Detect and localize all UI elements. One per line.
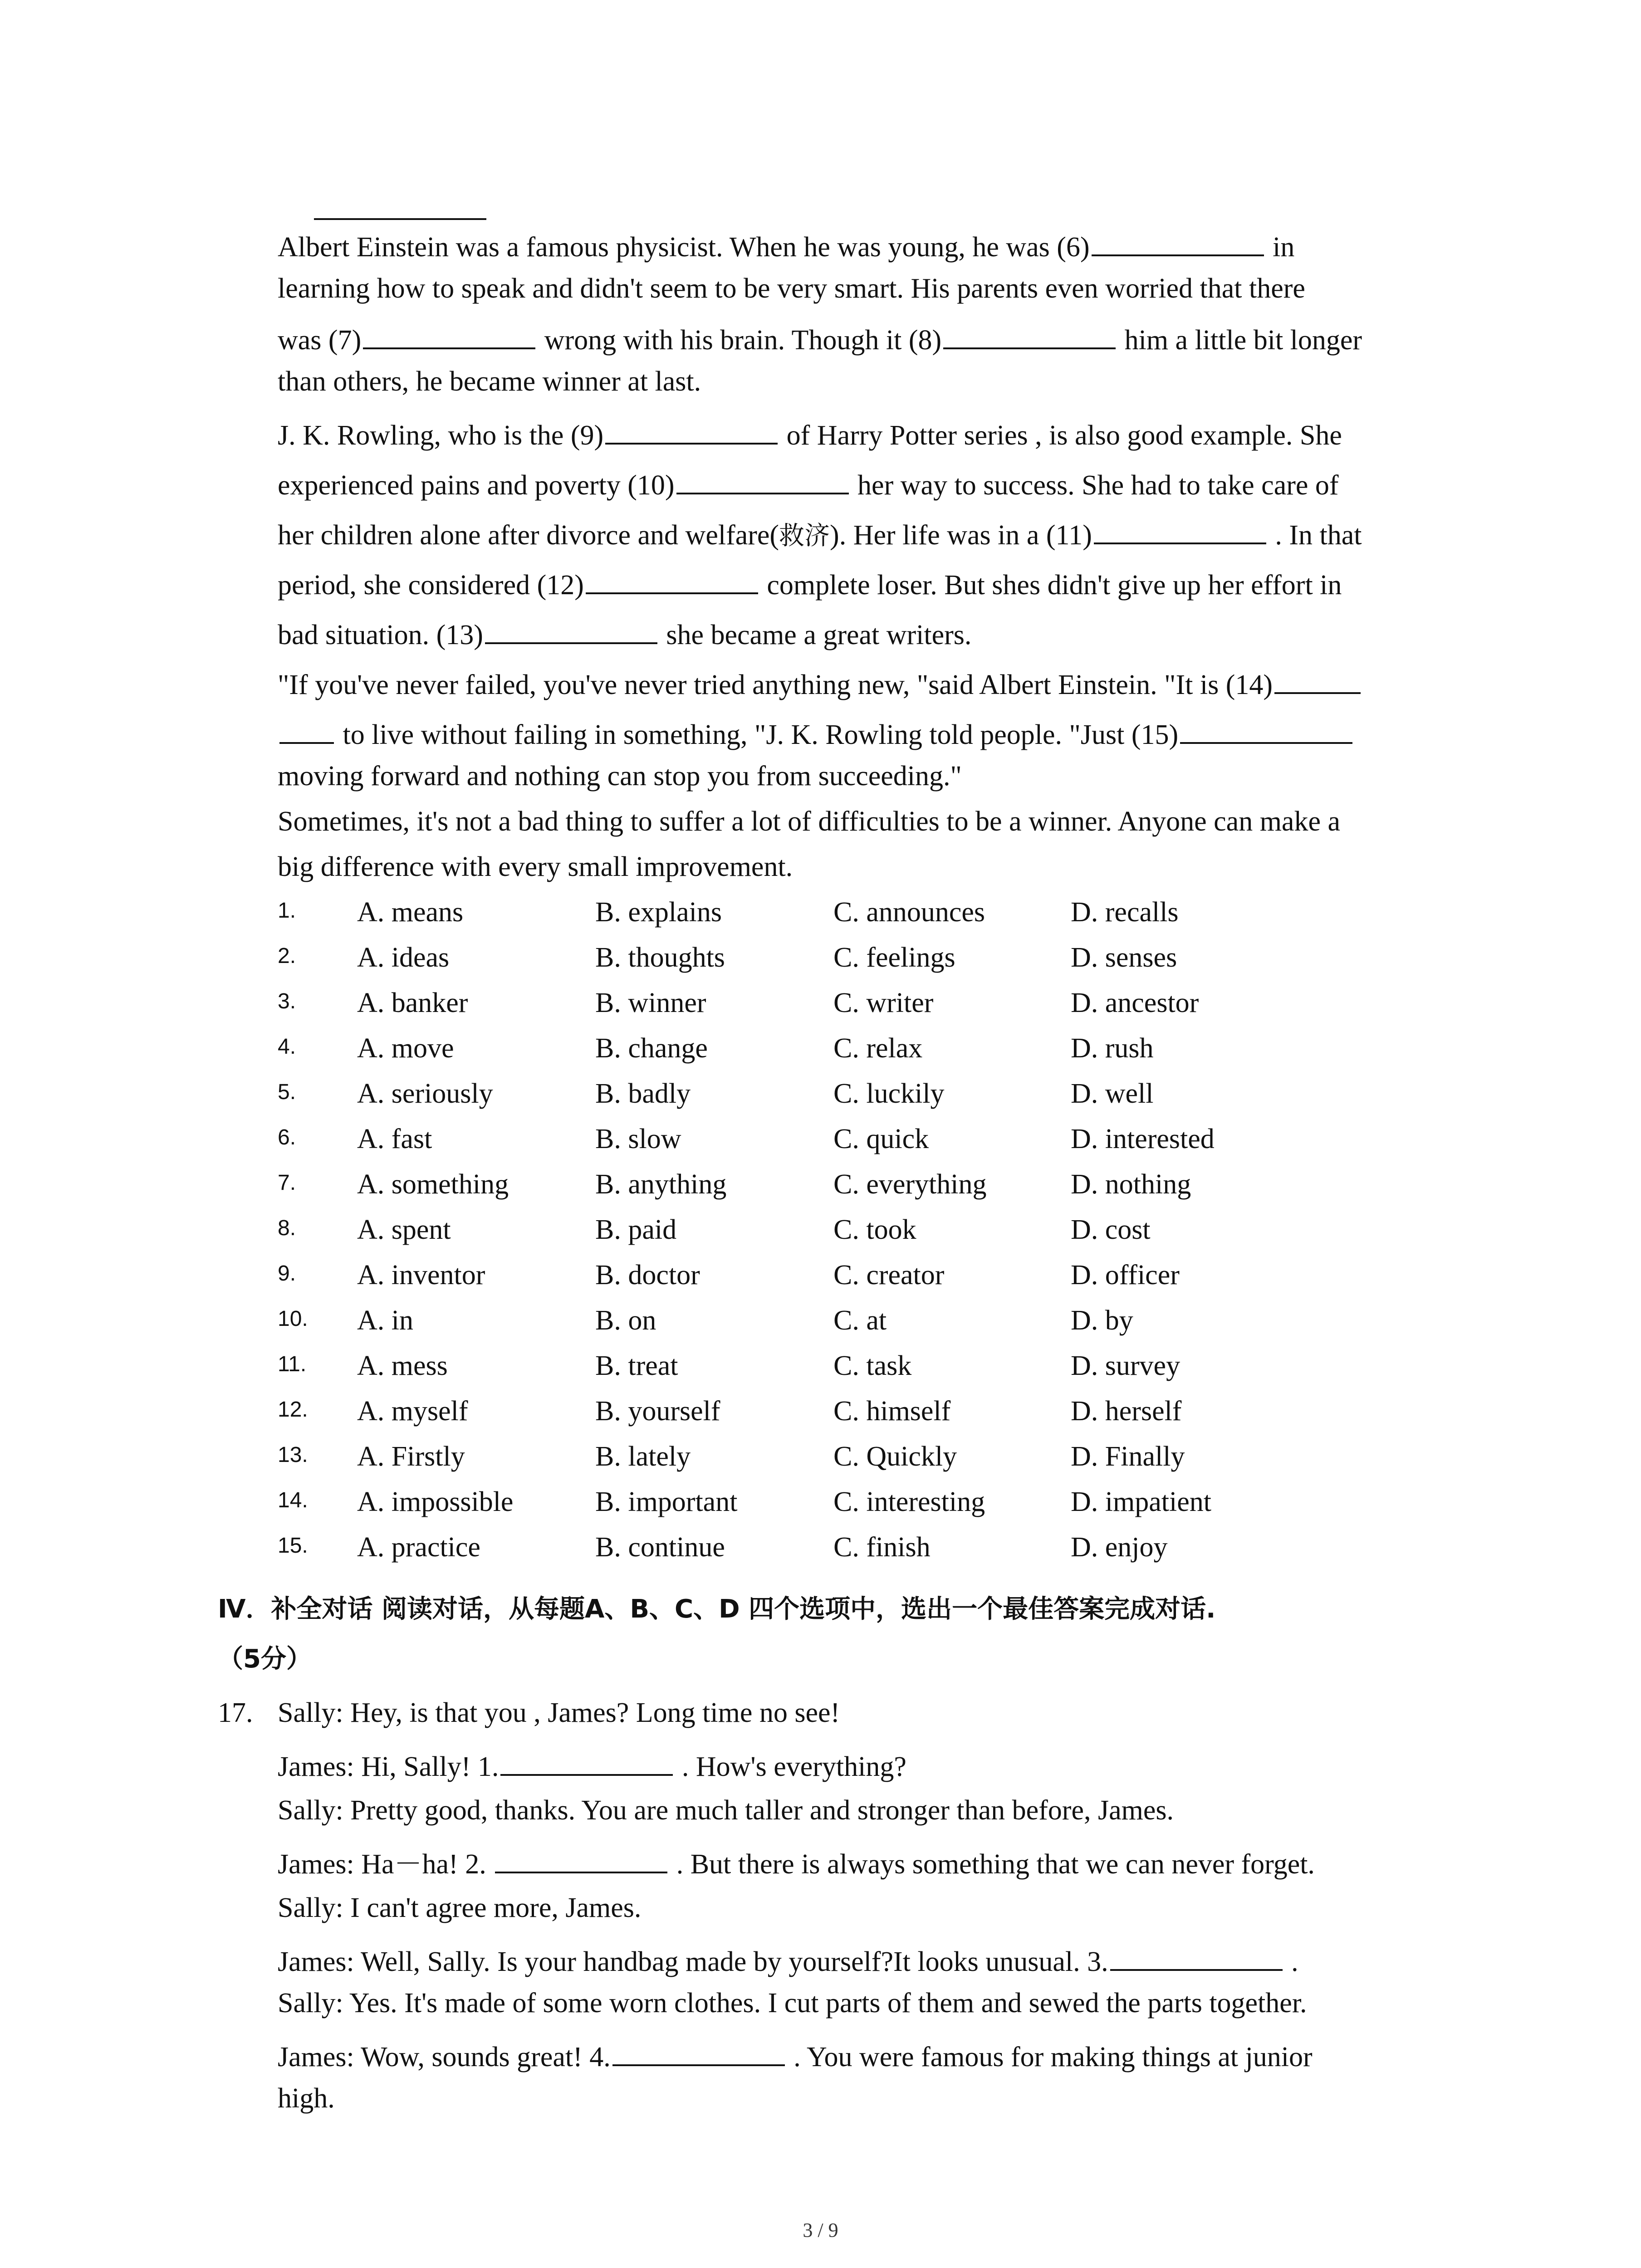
option-d[interactable]: D. well [1071, 1078, 1154, 1109]
option-b[interactable]: B. thoughts [595, 942, 725, 973]
option-number: 7. [278, 1171, 296, 1195]
option-number: 6. [278, 1125, 296, 1149]
passage-line: was (7) wrong with his brain. Though it (8) him a little bit longer [278, 322, 1362, 354]
option-a[interactable]: A. spent [357, 1214, 451, 1245]
option-d[interactable]: D. senses [1071, 942, 1177, 973]
option-c[interactable]: C. task [833, 1350, 912, 1381]
top-blank [312, 193, 488, 225]
option-number: 9. [278, 1261, 296, 1286]
option-a[interactable]: A. means [357, 897, 464, 928]
blank-9[interactable] [605, 417, 778, 445]
dialogue-blank-2[interactable] [495, 1846, 667, 1873]
dialogue-line: Sally: I can't agree more, James. [278, 1892, 642, 1923]
dialogue-line: Sally: Hey, is that you , James? Long time no see! [278, 1697, 840, 1728]
option-number: 13. [278, 1443, 308, 1467]
option-c[interactable]: C. took [833, 1214, 916, 1245]
option-c[interactable]: C. feelings [833, 942, 955, 973]
blank-14[interactable] [1274, 667, 1361, 694]
question-number: 17. [218, 1697, 253, 1728]
option-c[interactable]: C. himself [833, 1396, 951, 1427]
option-d[interactable]: D. ancestor [1071, 987, 1199, 1018]
blank-7[interactable] [363, 322, 535, 349]
option-d[interactable]: D. rush [1071, 1033, 1154, 1064]
option-d[interactable]: D. nothing [1071, 1169, 1191, 1200]
option-c[interactable]: C. writer [833, 987, 934, 1018]
option-c[interactable]: C. luckily [833, 1078, 945, 1109]
dialogue-blank-4[interactable] [612, 2039, 785, 2066]
option-a[interactable]: A. something [357, 1169, 509, 1200]
option-b[interactable]: B. paid [595, 1214, 677, 1245]
option-number: 14. [278, 1488, 308, 1512]
option-b[interactable]: B. explains [595, 897, 722, 928]
option-number: 4. [278, 1035, 296, 1059]
option-d[interactable]: D. enjoy [1071, 1532, 1168, 1563]
option-a[interactable]: A. in [357, 1305, 413, 1336]
option-c[interactable]: C. everything [833, 1169, 987, 1200]
option-a[interactable]: A. move [357, 1033, 454, 1064]
option-d[interactable]: D. survey [1071, 1350, 1181, 1381]
option-d[interactable]: D. Finally [1071, 1441, 1185, 1472]
passage-line: bad situation. (13) she became a great writers. [278, 617, 971, 649]
section-score: （5分） [218, 1644, 312, 1674]
option-number: 12. [278, 1398, 308, 1422]
option-d[interactable]: D. cost [1071, 1214, 1151, 1245]
option-b[interactable]: B. treat [595, 1350, 678, 1381]
blank-11[interactable] [1094, 517, 1266, 544]
dialogue-blank-1[interactable] [500, 1749, 673, 1776]
option-c[interactable]: C. creator [833, 1260, 945, 1290]
dialogue-line: high. [278, 2083, 335, 2114]
dialogue-line: James: Wow, sounds great! 4. . You were famous for making things at junior [278, 2039, 1313, 2071]
option-d[interactable]: D. recalls [1071, 897, 1179, 928]
option-a[interactable]: A. mess [357, 1350, 448, 1381]
option-number: 11. [278, 1352, 307, 1376]
blank-10[interactable] [676, 467, 849, 494]
option-b[interactable]: B. doctor [595, 1260, 700, 1290]
option-a[interactable]: A. impossible [357, 1486, 514, 1517]
passage-line: her children alone after divorce and welfare(救济). Her life was in a (11) . In that [278, 517, 1362, 549]
option-b[interactable]: B. slow [595, 1124, 681, 1154]
passage-line: period, she considered (12) complete loser. But shes didn't give up her effort in [278, 567, 1342, 599]
dialogue-line: Sally: Pretty good, thanks. You are much taller and stronger than before, James. [278, 1795, 1174, 1826]
option-b[interactable]: B. continue [595, 1532, 725, 1563]
dialogue-line: James: Hi, Sally! 1. . How's everything? [278, 1749, 906, 1781]
option-b[interactable]: B. badly [595, 1078, 691, 1109]
option-b[interactable]: B. on [595, 1305, 656, 1336]
passage-line: moving forward and nothing can stop you from succeeding." [278, 761, 962, 792]
option-b[interactable]: B. important [595, 1486, 738, 1517]
option-b[interactable]: B. anything [595, 1169, 727, 1200]
dialogue-line: James: Ha－ha! 2. . But there is always something that we can never forget. [278, 1846, 1315, 1878]
option-number: 5. [278, 1080, 296, 1104]
option-number: 8. [278, 1216, 296, 1240]
option-b[interactable]: B. lately [595, 1441, 691, 1472]
option-c[interactable]: C. announces [833, 897, 985, 928]
option-c[interactable]: C. quick [833, 1124, 929, 1154]
option-d[interactable]: D. herself [1071, 1396, 1182, 1427]
option-a[interactable]: A. practice [357, 1532, 480, 1563]
option-b[interactable]: B. change [595, 1033, 708, 1064]
dialogue-line: Sally: Yes. It's made of some worn clothes. I cut parts of them and sewed the parts together. [278, 1988, 1307, 2019]
page-number: 3 / 9 [803, 2219, 838, 2241]
dialogue-line: James: Well, Sally. Is your handbag made by yourself?It looks unusual. 3. . [278, 1944, 1298, 1976]
blank-13[interactable] [485, 617, 657, 644]
option-b[interactable]: B. yourself [595, 1396, 720, 1427]
option-c[interactable]: C. at [833, 1305, 887, 1336]
passage-line: Sometimes, it's not a bad thing to suffer a lot of difficulties to be a winner. Anyone can make a [278, 806, 1340, 837]
option-number: 3. [278, 989, 296, 1013]
option-b[interactable]: B. winner [595, 987, 706, 1018]
passage-line: J. K. Rowling, who is the (9) of Harry Potter series , is also good example. She [278, 417, 1342, 450]
option-d[interactable]: D. interested [1071, 1124, 1215, 1154]
option-a[interactable]: A. myself [357, 1396, 468, 1427]
option-a[interactable]: A. fast [357, 1124, 432, 1154]
option-number: 10. [278, 1307, 308, 1331]
option-c[interactable]: C. Quickly [833, 1441, 957, 1472]
option-d[interactable]: D. by [1071, 1305, 1133, 1336]
option-a[interactable]: A. Firstly [357, 1441, 465, 1472]
blank-15[interactable] [1180, 717, 1352, 744]
option-a[interactable]: A. inventor [357, 1260, 485, 1290]
passage-line: "If you've never failed, you've never tried anything new, "said Albert Einstein. "It is (14) [278, 667, 1362, 699]
option-d[interactable]: D. officer [1071, 1260, 1180, 1290]
option-c[interactable]: C. finish [833, 1532, 931, 1563]
option-c[interactable]: C. interesting [833, 1486, 985, 1517]
blank-8[interactable] [943, 322, 1116, 349]
option-number: 1. [278, 899, 296, 923]
blank-6[interactable] [1092, 229, 1264, 256]
passage-line: than others, he became winner at last. [278, 366, 701, 397]
option-d[interactable]: D. impatient [1071, 1486, 1211, 1517]
option-a[interactable]: A. banker [357, 987, 468, 1018]
passage-line: to live without failing in something, "J. K. Rowling told people. "Just (15) [278, 717, 1354, 749]
blank-12[interactable] [586, 567, 758, 594]
option-a[interactable]: A. ideas [357, 942, 450, 973]
passage-line: experienced pains and poverty (10) her way to success. She had to take care of [278, 467, 1339, 499]
section-title: Ⅳ．补全对话 阅读对话，从每题A、B、C、D 四个选项中，选出一个最佳答案完成对话. [218, 1594, 1216, 1624]
passage-line: big difference with every small improvement. [278, 851, 793, 882]
blank-14-cont[interactable] [279, 717, 334, 744]
passage-line: Albert Einstein was a famous physicist. When he was young, he was (6) in [278, 229, 1294, 261]
passage-line: learning how to speak and didn't seem to be very smart. His parents even worried that there [278, 273, 1305, 304]
option-number: 2. [278, 944, 296, 968]
option-c[interactable]: C. relax [833, 1033, 923, 1064]
option-a[interactable]: A. seriously [357, 1078, 493, 1109]
dialogue-blank-3[interactable] [1110, 1944, 1283, 1971]
option-number: 15. [278, 1534, 308, 1558]
